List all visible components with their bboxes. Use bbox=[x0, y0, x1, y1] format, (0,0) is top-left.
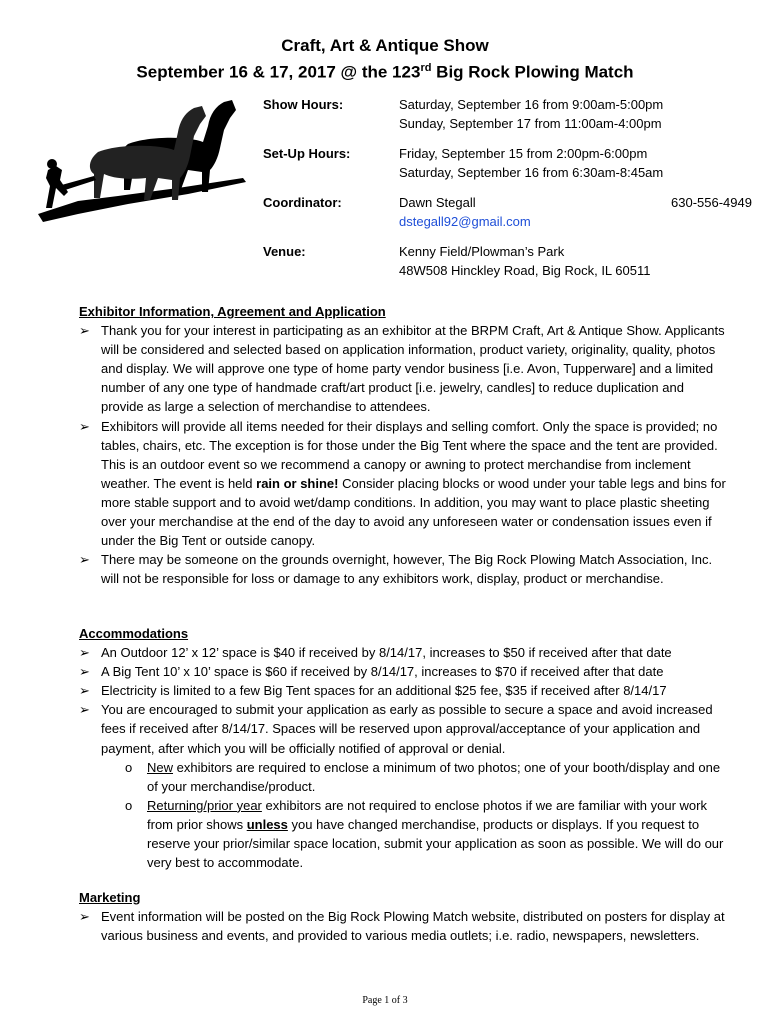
arrow-bullet-icon: ➢ bbox=[79, 702, 90, 718]
arrow-bullet-icon: ➢ bbox=[79, 645, 90, 661]
page-number: Page 1 of 3 bbox=[362, 995, 408, 1006]
marketing-heading: Marketing bbox=[79, 890, 141, 905]
arrow-bullet-icon: ➢ bbox=[79, 552, 90, 568]
list-item: ➢ An Outdoor 12’ x 12’ space is $40 if received by 8/14/17, increases to $50 if received after that date bbox=[79, 643, 729, 662]
arrow-bullet-icon: ➢ bbox=[79, 418, 90, 434]
list-item: ➢ Event information will be posted on the Big Rock Plowing Match website, distributed on posters for display at various business and events, and provided to various media outlets; i.e. radio, newspapers, newsletters. bbox=[79, 909, 725, 944]
document-title: Craft, Art & Antique Show bbox=[281, 36, 489, 55]
list-item: ➢ A Big Tent 10’ x 10’ space is $60 if received by 8/14/17, increases to $70 if received after that date bbox=[79, 662, 729, 681]
show-hours-sunday: Sunday, September 17 from 11:00am-4:00pm bbox=[399, 116, 662, 131]
setup-hours-label: Set-Up Hours: bbox=[263, 146, 351, 161]
coordinator-name: Dawn Stegall bbox=[399, 195, 476, 210]
venue-address: 48W508 Hinckley Road, Big Rock, IL 60511 bbox=[399, 263, 651, 278]
coordinator-email-link[interactable]: dstegall92@gmail.com bbox=[399, 214, 531, 229]
arrow-bullet-icon: ➢ bbox=[79, 323, 90, 339]
coordinator-label: Coordinator: bbox=[263, 195, 342, 210]
sub-list-item: o Returning/prior year exhibitors are not required to enclose photos if we are familiar with your work from prior shows unless you have changed merchandise, products or displays. If you request to reserve your prior/similar space location, submit your application as soon as possible. We will do our very best to accommodate. bbox=[125, 797, 724, 871]
coordinator-phone: 630-556-4949 bbox=[671, 195, 752, 210]
list-item: ➢ You are encouraged to submit your application as early as possible to secure a space and avoid increased fees if received after 8/14/17. Spaces will be reserved upon approval/acceptance of your application and payment, after which you will be officially notified of approval or denial. bbox=[79, 702, 713, 756]
marketing-section bbox=[79, 888, 729, 945]
accommodations-heading: Accommodations bbox=[79, 626, 189, 641]
plowman-horses-image bbox=[38, 96, 248, 226]
exhibitor-section bbox=[79, 302, 729, 588]
accommodations-section bbox=[79, 624, 729, 872]
circle-bullet-icon: o bbox=[125, 759, 133, 775]
list-item: ➢ Exhibitors will provide all items needed for their displays and selling comfort. Only the space is provided; no tables, chairs, etc. The exception is for those under the Big Tent where the space and the tent are provided. This is an outdoor event so we recommend a canopy or awning to protect merchandise from inclement weather. The event is held rain or shine! Consider placing blocks or wood under your table legs and bins for more stable support and to avoid wet/damp conditions. In addition, you may want to place plastic sheeting over your merchandise at the end of the day to avoid any unforeseen water or condensation issues even if under the Big Tent or outside canopy. bbox=[79, 418, 726, 549]
list-item: ➢ Electricity is limited to a few Big Tent spaces for an additional $25 fee, $35 if received after 8/14/17 bbox=[79, 681, 729, 700]
setup-hours-friday: Friday, September 15 from 2:00pm-6:00pm bbox=[399, 146, 648, 161]
list-item: ➢ There may be someone on the grounds overnight, however, The Big Rock Plowing Match Association, Inc. will not be responsible for loss or damage to any exhibitors work, display, product or merchandise. bbox=[79, 552, 713, 587]
circle-bullet-icon: o bbox=[125, 797, 133, 813]
arrow-bullet-icon: ➢ bbox=[79, 683, 90, 699]
venue-name: Kenny Field/Plowman’s Park bbox=[399, 244, 565, 259]
document-subtitle: September 16 & 17, 2017 @ the 123rd Big Rock Plowing Match bbox=[136, 62, 634, 82]
show-hours-saturday: Saturday, September 16 from 9:00am-5:00pm bbox=[399, 97, 664, 112]
venue-label: Venue: bbox=[263, 244, 306, 259]
arrow-bullet-icon: ➢ bbox=[79, 909, 90, 925]
arrow-bullet-icon: ➢ bbox=[79, 664, 90, 680]
sub-list-item: o New exhibitors are required to enclose a minimum of two photos; one of your booth/display and one of your merchandise/product. bbox=[125, 759, 721, 794]
list-item: ➢ Thank you for your interest in participating as an exhibitor at the BRPM Craft, Art & Antique Show. Applicants will be considered and selected based on application information, product variety, originality, quality, photos and display. We will approve one type of home party vendor business [i.e. Avon, Tupperware] and a limited number of any one type of handmade craft/art product [i.e. jewelry, candles] to reduce duplication and provide as large a selection of merchandise to attendees. bbox=[79, 323, 725, 415]
show-hours-label: Show Hours: bbox=[263, 97, 344, 112]
exhibitor-heading: Exhibitor Information, Agreement and Application bbox=[79, 304, 386, 319]
setup-hours-saturday: Saturday, September 16 from 6:30am-8:45am bbox=[399, 165, 664, 180]
